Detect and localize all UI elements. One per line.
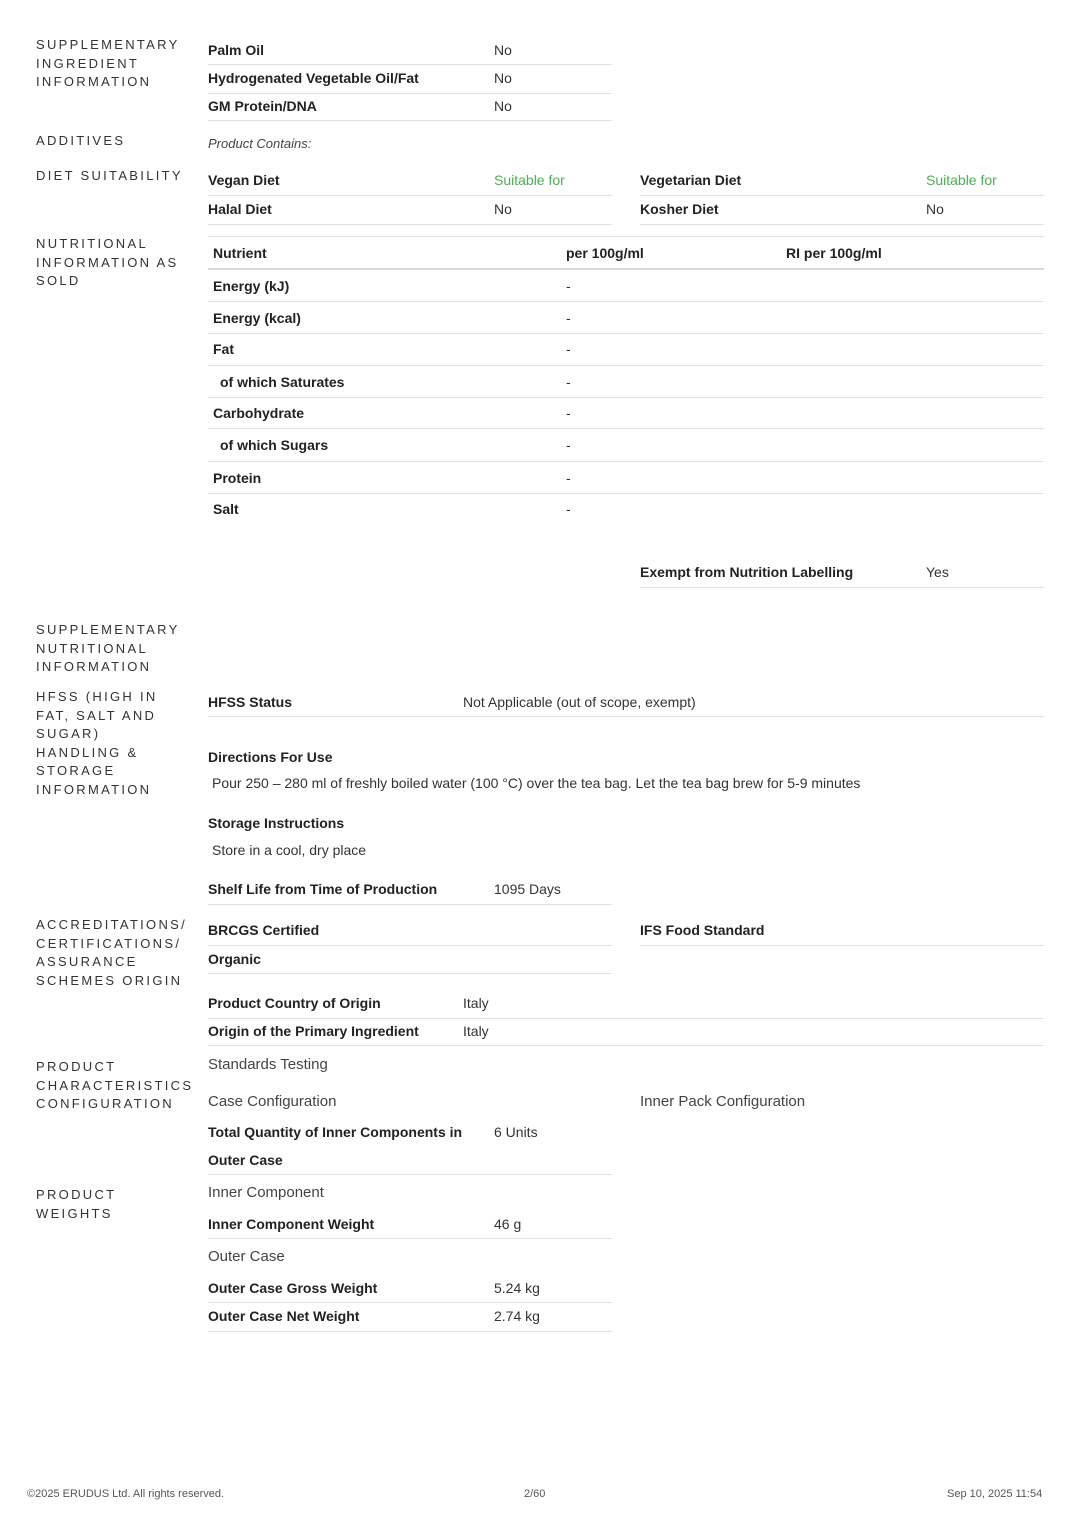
divider (208, 1238, 612, 1239)
gross-weight-label: Outer Case Gross Weight (208, 1280, 378, 1296)
nutrient-value: - (566, 374, 571, 390)
divider (208, 428, 1044, 429)
gross-weight-value: 5.24 kg (494, 1280, 540, 1296)
standards-testing-heading: Standards Testing (208, 1056, 328, 1073)
inner-weight-label: Inner Component Weight (208, 1216, 375, 1232)
brcgs-label: BRCGS Certified (208, 922, 320, 938)
primary-ingredient-origin-label: Origin of the Primary Ingredient (208, 1023, 419, 1039)
divider (208, 904, 612, 905)
divider (208, 224, 612, 225)
net-weight-label: Outer Case Net Weight (208, 1308, 360, 1324)
nutrient-value: - (566, 501, 571, 517)
country-origin-value: Italy (463, 995, 489, 1011)
footer-copyright: ©2025 ERUDUS Ltd. All rights reserved. (27, 1488, 225, 1500)
kosher-diet-label: Kosher Diet (640, 201, 719, 217)
divider (208, 365, 1044, 366)
exempt-label: Exempt from Nutrition Labelling (640, 564, 854, 580)
nutrient-name: Energy (kcal) (213, 310, 301, 326)
storage-label: Storage Instructions (208, 815, 345, 831)
primary-ingredient-origin-value: Italy (463, 1023, 489, 1039)
divider (208, 945, 612, 946)
nutrient-name: Fat (213, 341, 234, 357)
section-characteristics-configuration: PRODUCT CHARACTERISTICS CONFIGURATION (36, 1059, 194, 1111)
section-product-weights: PRODUCT WEIGHTS (36, 1187, 117, 1221)
hydrogenated-oil-value: No (494, 70, 512, 86)
nutrient-name: Carbohydrate (213, 405, 305, 421)
nutrient-header: Nutrient (213, 245, 267, 261)
footer-page-number: 2/60 (524, 1488, 546, 1500)
outer-case-heading: Outer Case (208, 1248, 285, 1265)
total-quantity-label: Total Quantity of Inner Components in (208, 1124, 463, 1140)
nutrient-name: of which Sugars (220, 437, 329, 453)
palm-oil-value: No (494, 42, 512, 58)
section-supplementary-ingredient: SUPPLEMENTARY INGREDIENT INFORMATION (36, 37, 180, 89)
hfss-status-value: Not Applicable (out of scope, exempt) (463, 694, 696, 710)
gm-protein-label: GM Protein/DNA (208, 98, 317, 114)
halal-diet-value: No (494, 201, 512, 217)
per-100g-header: per 100g/ml (566, 245, 644, 261)
divider (208, 1302, 612, 1303)
vegan-diet-value: Suitable for (494, 172, 565, 188)
divider (208, 1174, 612, 1175)
section-accreditations-origin: ACCREDITATIONS/ CERTIFICATIONS/ ASSURANCE SCHEMES ORIGIN (36, 917, 188, 988)
nutrient-name: of which Saturates (220, 374, 345, 390)
divider (640, 945, 1044, 946)
divider (208, 461, 1044, 462)
nutrient-name: Salt (213, 501, 239, 517)
divider (208, 1331, 612, 1332)
total-quantity-label-cont: Outer Case (208, 1152, 283, 1168)
section-hfss-handling: HFSS (HIGH IN FAT, SALT AND SUGAR) HANDLING & STORAGE INFORMATION (36, 689, 158, 797)
total-quantity-value: 6 Units (494, 1124, 538, 1140)
nutrient-value: - (566, 341, 571, 357)
divider (208, 493, 1044, 494)
nutrient-value: - (566, 310, 571, 326)
divider (208, 716, 1044, 717)
inner-weight-value: 46 g (494, 1216, 522, 1232)
additives-note: Product Contains: (208, 136, 312, 151)
inner-pack-configuration-heading: Inner Pack Configuration (640, 1093, 806, 1110)
case-configuration-heading: Case Configuration (208, 1093, 337, 1110)
footer-date: Sep 10, 2025 11:54 (947, 1488, 1043, 1500)
net-weight-value: 2.74 kg (494, 1308, 540, 1324)
table-top-border (208, 236, 1044, 237)
ri-per-100g-header: RI per 100g/ml (786, 245, 882, 261)
palm-oil-label: Palm Oil (208, 42, 265, 58)
nutrient-name: Protein (213, 470, 262, 486)
exempt-value: Yes (926, 564, 949, 580)
vegetarian-diet-label: Vegetarian Diet (640, 172, 742, 188)
hfss-status-label: HFSS Status (208, 694, 293, 710)
shelf-life-label: Shelf Life from Time of Production (208, 881, 438, 897)
divider (208, 397, 1044, 398)
directions-label: Directions For Use (208, 749, 333, 765)
divider (208, 93, 612, 94)
ifs-label: IFS Food Standard (640, 922, 765, 938)
section-supplementary-nutritional: SUPPLEMENTARY NUTRITIONAL INFORMATION (36, 622, 180, 674)
shelf-life-value: 1095 Days (494, 881, 561, 897)
divider (640, 195, 1044, 196)
country-origin-label: Product Country of Origin (208, 995, 381, 1011)
divider (208, 333, 1044, 334)
hydrogenated-oil-label: Hydrogenated Vegetable Oil/Fat (208, 70, 419, 86)
divider (640, 224, 1044, 225)
divider (640, 587, 1044, 588)
nutrient-value: - (566, 437, 571, 453)
divider (208, 1018, 1044, 1019)
inner-component-heading: Inner Component (208, 1184, 324, 1201)
directions-text: Pour 250 – 280 ml of freshly boiled water (100 °C) over the tea bag. Let the tea bag brew for 5-9 minutes (212, 775, 861, 791)
vegetarian-diet-value: Suitable for (926, 172, 997, 188)
kosher-diet-value: No (926, 201, 944, 217)
section-additives: ADDITIVES (36, 133, 126, 148)
nutrient-value: - (566, 470, 571, 486)
storage-text: Store in a cool, dry place (212, 842, 367, 858)
nutrient-name: Energy (kJ) (213, 278, 290, 294)
gm-protein-value: No (494, 98, 512, 114)
nutrient-value: - (566, 278, 571, 294)
divider (208, 120, 612, 121)
divider (208, 301, 1044, 302)
organic-label: Organic (208, 951, 261, 967)
divider (208, 1045, 1044, 1046)
divider (208, 973, 612, 974)
divider (208, 64, 612, 65)
halal-diet-label: Halal Diet (208, 201, 272, 217)
nutrient-value: - (566, 405, 571, 421)
section-diet-suitability: DIET SUITABILITY (36, 168, 183, 183)
section-nutritional-information: NUTRITIONAL INFORMATION AS SOLD (36, 236, 179, 288)
vegan-diet-label: Vegan Diet (208, 172, 280, 188)
divider (208, 195, 612, 196)
header-divider (208, 268, 1044, 270)
